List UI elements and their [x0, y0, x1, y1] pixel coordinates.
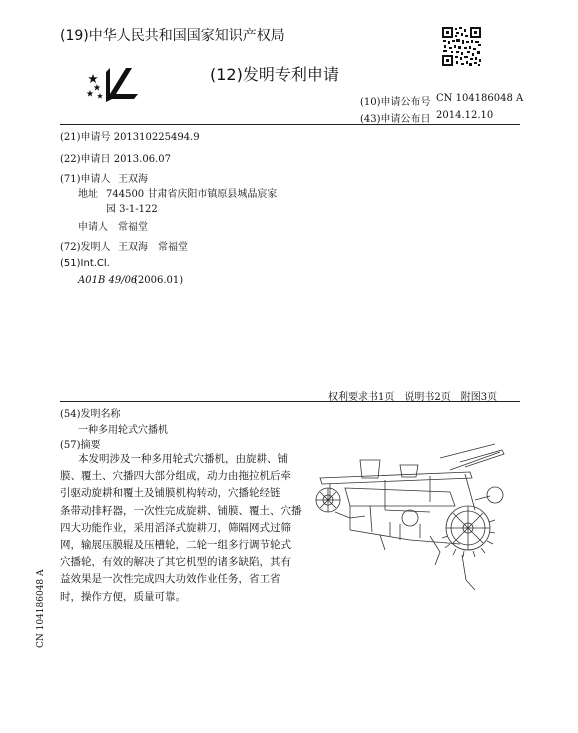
int-cl-label: (51)Int.Cl. [60, 258, 110, 269]
second-applicant-label: 申请人 [78, 222, 108, 233]
abstract-label: (57)摘要 [60, 440, 101, 451]
int-cl-code: A01B 49/06 [78, 275, 138, 286]
second-applicant-name: 常福堂 [118, 222, 148, 233]
publication-number-label: (10)申请公布号 [360, 97, 431, 108]
machine-drawing [290, 440, 520, 600]
address-line-2: 园 3-1-122 [106, 204, 158, 215]
side-publication-id: CN 104186048 A [36, 569, 46, 648]
inventor-names: 王双海 常福堂 [118, 242, 188, 253]
address-line-1: 744500 甘肃省庆阳市镇原县城晶宸家 [106, 189, 278, 200]
invention-title: 一种多用轮式穴播机 [78, 425, 168, 436]
applicant-label: (71)申请人 [60, 174, 111, 185]
office-name: (19)中华人民共和国国家知识产权局 [60, 28, 285, 44]
abstract-line: 膜、覆土、穴播四大部分组成，动力由拖拉机后牵 [60, 470, 291, 483]
pages-rule [60, 401, 520, 402]
inventor-label: (72)发明人 [60, 242, 111, 253]
qr-code [441, 26, 482, 67]
pages-info: 权利要求书1页 说明书2页 附图3页 [328, 392, 498, 403]
abstract-line: 网，输展压膜辊及压槽轮，二轮一组多行调节轮式 [60, 539, 291, 552]
abstract-text [60, 451, 302, 606]
abstract-line: 条带动排籽器，一次性完成旋耕、铺膜、覆土、穴播 [60, 504, 302, 517]
document-type: (12)发明专利申请 [210, 65, 339, 84]
publication-number: CN 104186048 A [436, 93, 524, 104]
abstract-line: 益效果是一次性完成四大功效作业任务，省工省 [60, 573, 281, 586]
publication-date-label: (43)申请公布日 [360, 114, 431, 125]
abstract-line: 时，操作方便，质量可靠。 [60, 590, 186, 603]
abstract-line: 引驱动旋耕和覆土及铺膜机构转动，穴播轮经链 [60, 487, 281, 500]
header-rule [60, 124, 520, 125]
applicant-name: 王双海 [118, 174, 148, 185]
abstract-line: 穴播轮，有效的解决了其它机型的诸多缺陷，其有 [60, 556, 291, 569]
abstract-line: 四大功能作业，采用滔泽式旋耕刀，筛隔网式过筛 [60, 521, 291, 534]
cnipa-logo [86, 64, 144, 104]
application-number: (21)申请号 201310225494.9 [60, 132, 200, 143]
publication-date: 2014.12.10 [436, 110, 494, 121]
int-cl-version: (2006.01) [134, 275, 184, 286]
invention-title-label: (54)发明名称 [60, 409, 121, 420]
application-date: (22)申请日 2013.06.07 [60, 154, 171, 165]
address-label: 地址 [78, 189, 98, 200]
abstract-line: 本发明涉及一种多用轮式穴播机，由旋耕、铺 [78, 453, 288, 465]
